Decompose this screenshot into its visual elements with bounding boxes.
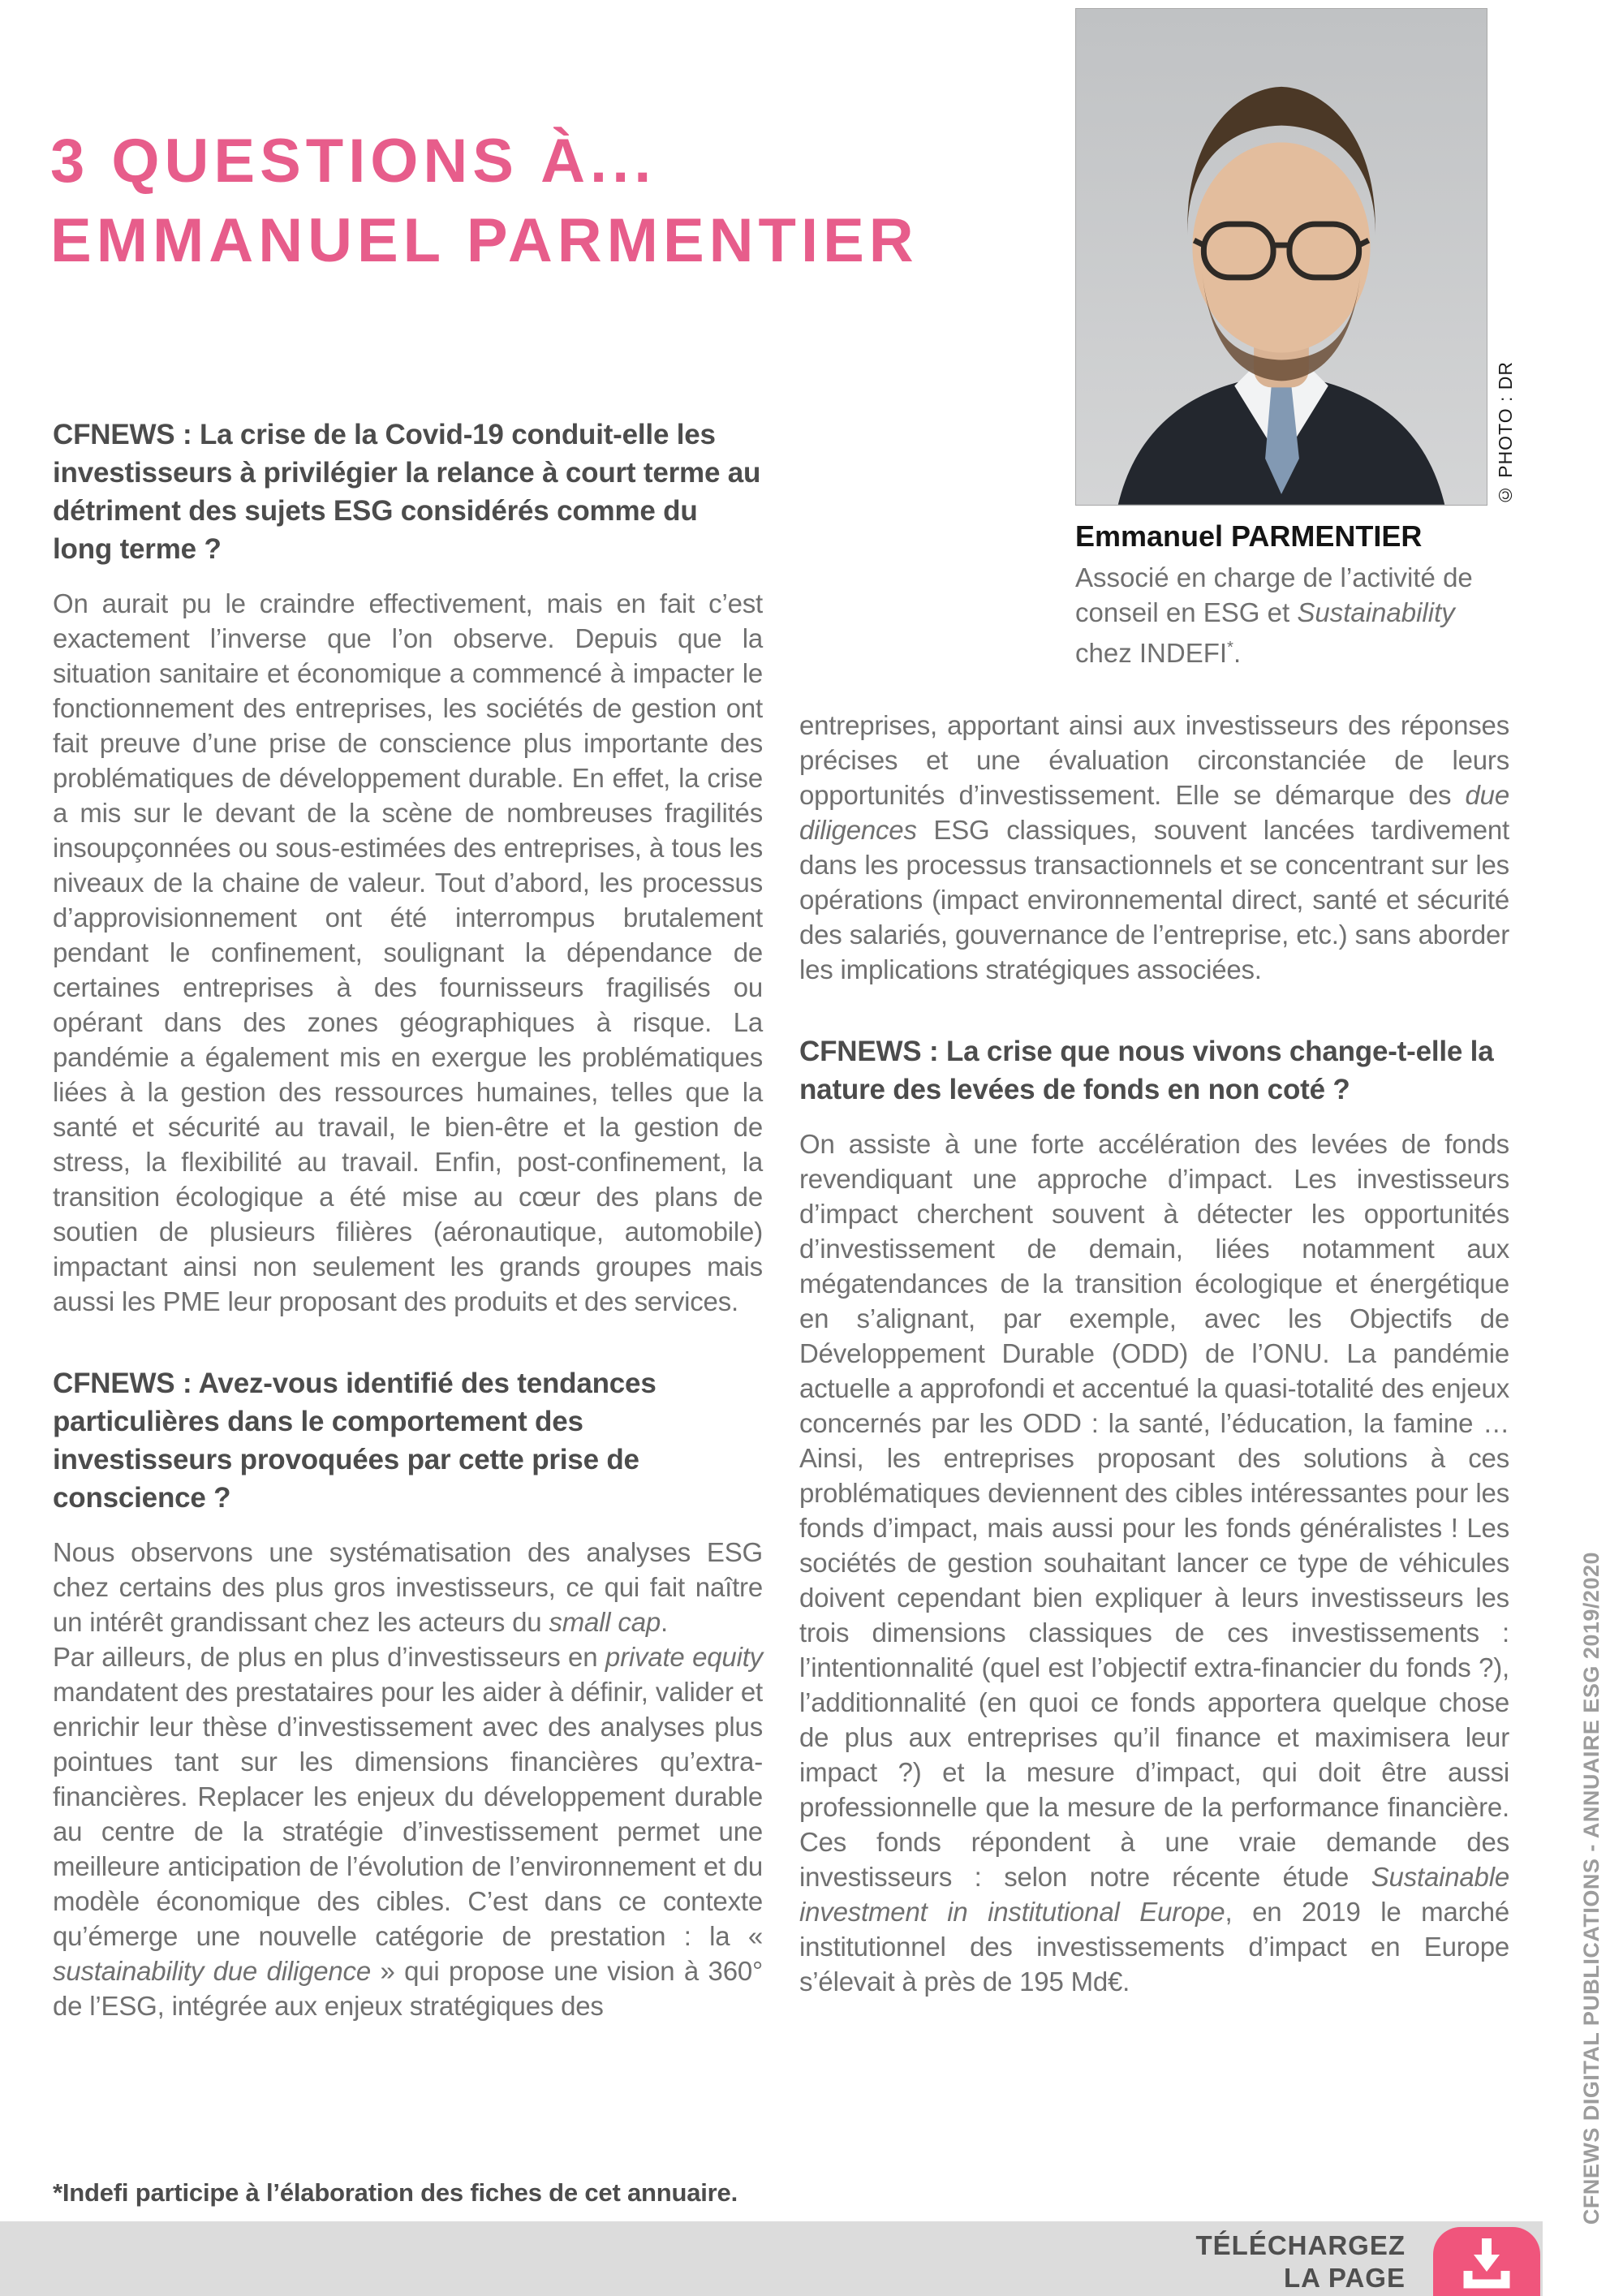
profile-name: Emmanuel PARMENTIER <box>1075 519 1423 553</box>
answer-paragraph: On assiste à une forte accélération des levées de fonds revendiquant une approche d’impact. Les investisseurs d’impact cherchent souvent à détecter les opportunités d’investissement de demain, liées notamment aux mégatendances de la transition écologique et énergétique en s’alignant, par exemple, avec les Objectifs de Développement Durable (ODD) de l’ONU. La pandémie actuelle a approfondi et accentué la quasi-totalité des enjeux concernés par les ODD : la santé, l’éducation, la famine … Ainsi, les entreprises proposant des solutions à ces problématiques deviennent des cibles intéressantes pour les fonds d’impact, mais aussi pour les fonds généralistes ! Les sociétés de gestion souhaitant lancer ce type de véhicules doivent cependant bien expliquer à leurs investisseurs les trois dimensions classiques de ces investissements : l’intentionnalité (quel est l’objectif extra-financier du fonds ?), l’additionnalité (en quoi ce fonds apportera quelque chose de plus aux entreprises qu’il finance et maximisera leur impact ?) et la mesure d’impact, qui doit être aussi professionnelle que la mesure de la performance financière. Ces fonds répondent à une vraie demande des investisseurs : selon notre récente étude Sustainable investment in institutional Europe, en 2019 le marché institutionnel des investissements d’impact en Europe s’élevait à près de 195 Md€. <box>799 1129 1510 1997</box>
download-label-line1[interactable]: TÉLÉCHARGEZ <box>1195 2230 1406 2260</box>
profile-caption <box>1075 519 1485 670</box>
download-page-button[interactable] <box>1433 2227 1540 2296</box>
answer-paragraph: entreprises, apportant ainsi aux investisseurs des réponses précises et une évaluation circonstanciée de leurs opportunités d’investissement. Elle se démarque des due diligences ESG classiques, souvent lancées tardivement dans les processus transactionnels et se concentrant sur les opérations (impact environnemental direct, santé et sécurité des salariés, gouvernance de l’entreprise, etc.) sans aborder les implications stratégiques associées. <box>799 710 1509 984</box>
page-title-line1: 3 QUESTIONS À... <box>50 127 657 196</box>
page-title <box>50 122 919 281</box>
question-heading: CFNEWS : La crise de la Covid-19 conduit-elle les investisseurs à privilégier la relance à court terme au détriment des sujets ESG considérés comme du long terme ? <box>53 419 761 565</box>
question-heading: CFNEWS : Avez-vous identifié des tendances particulières dans le comportement des investisseurs provoquées par cette prise de conscience ? <box>53 1368 657 1514</box>
question-heading: CFNEWS : La crise que nous vivons change-t-elle la nature des levées de fonds en non coté ? <box>799 1036 1494 1105</box>
answer-paragraph: On aurait pu le craindre effectivement, mais en fait c’est exactement l’inverse que l’on observe. Depuis que la situation sanitaire et économique a commencé à impacter le fonctionnement des entreprises, les sociétés de gestion ont fait preuve d’une prise de conscience plus importante des problématiques de développement durable. En effet, la crise a mis sur le devant de la scène de nombreuses fragilités insoupçonnées ou sous-estimées des entreprises, à tous les niveaux de la chaine de valeur. Tout d’abord, les processus d’approvisionnement ont été interrompus brutalement pendant le confinement, soulignant la dépendance de certaines entreprises à des fournisseurs fragilisés ou opérant dans des zones géographiques à risque. La pandémie a également mis en exergue les problématiques liées à la gestion des ressources humaines, telles que la santé et sécurité au travail, le bien-être et la gestion de stress, la flexibilité au travail. Enfin, post-confinement, la transition écologique a été mise au cœur des plans de soutien de plusieurs filières (aéronautique, automobile) impactant ainsi non seulement les grands groupes mais aussi les PME leur proposant des produits et des services. <box>53 588 763 1316</box>
article-footnote: *Indefi participe à l’élaboration des fiches de cet annuaire. <box>53 2178 738 2207</box>
download-label-line2[interactable]: LA PAGE <box>1283 2263 1406 2293</box>
article-column-left <box>53 416 763 2023</box>
portrait-photo <box>1075 8 1487 506</box>
answer-paragraph: Par ailleurs, de plus en plus d’investisseurs en private equity mandatent des prestataires pour les aider à définir, valider et enrichir leur thèse d’investissement avec des analyses plus pointues tant sur les dimensions financières qu’extra-financières. Replacer les enjeux du développement durable au centre de la stratégie d’investissement permet une meilleure anticipation de l’évolution de l’environnement et du modèle économique des cibles. C’est dans ce contexte qu’émerge une nouvelle catégorie de prestation : la « sustainability due diligence » qui propose une vision à 360° de l’ESG, intégrée aux enjeux stratégiques des <box>53 1642 763 2021</box>
download-label[interactable] <box>1120 2229 1406 2294</box>
download-icon <box>1460 2235 1513 2289</box>
article-column-right <box>799 708 1509 1999</box>
answer-paragraph: Nous observons une systématisation des analyses ESG chez certains des plus gros investisseurs, ce qui fait naître un intérêt grandissant chez les acteurs du small cap. <box>53 1537 763 1637</box>
page-title-line2: EMMANUEL PARMENTIER <box>50 206 919 275</box>
photo-credit: © PHOTO : DR <box>1495 360 1516 506</box>
profile-role: Associé en charge de l’activité de conseil en ESG et Sustainability chez INDEFI*. <box>1075 562 1473 668</box>
portrait-illustration <box>1076 9 1487 505</box>
edition-vertical-text: CFNEWS DIGITAL PUBLICATIONS - ANNUAIRE ESG 2019/2020 <box>1579 1551 1604 2225</box>
